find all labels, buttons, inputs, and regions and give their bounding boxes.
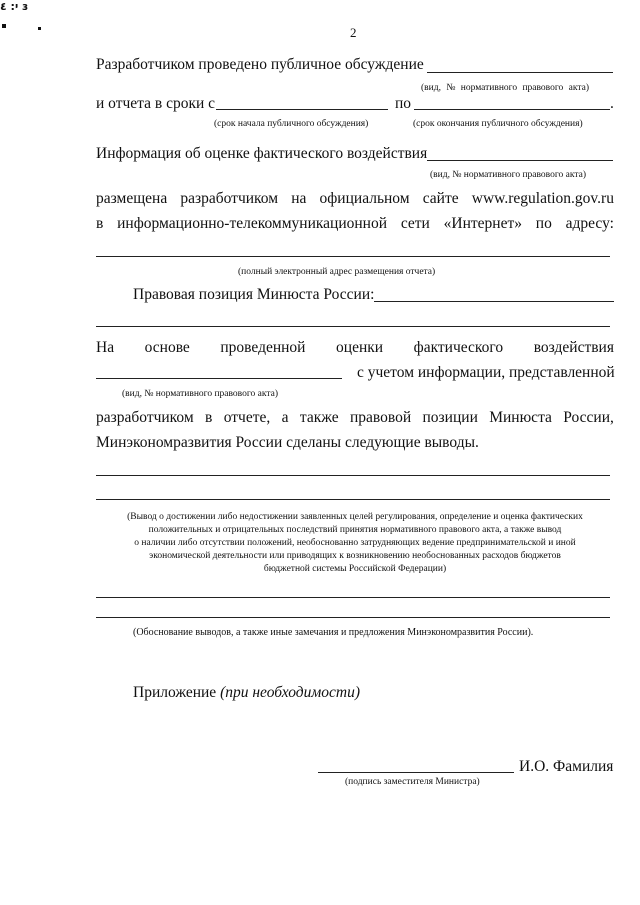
signature-note: (подпись заместителя Министра): [345, 777, 480, 787]
p1-blank-act: [427, 72, 613, 73]
p4-line1: [96, 339, 614, 357]
word: основе: [144, 339, 190, 356]
word: проведенной: [220, 339, 306, 356]
word: адресу:: [565, 215, 614, 232]
conclusion-blank-1: [96, 475, 610, 476]
word: оценки: [336, 339, 384, 356]
p1-blank-end: [414, 109, 610, 110]
word: на: [291, 190, 307, 207]
p2-line1: Информация об оценке фактического воздействия: [96, 145, 428, 162]
conclusion-note: [96, 511, 614, 576]
p4-line2: с учетом информации, представленной: [357, 364, 615, 381]
conclusion-note-line: положительных и отрицательных последствий принятия нормативного правового акта, а также вывод: [148, 525, 562, 535]
justification-note: (Обоснование выводов, а также иные замечания и предложения Минэкономразвития России).: [133, 627, 534, 638]
word: России,: [563, 409, 614, 426]
page-number: 2: [350, 25, 357, 40]
justification-blank-2: [96, 617, 610, 618]
word: отчете,: [223, 409, 271, 426]
conclusion-note-line: (Вывод о достижении либо недостижении заявленных целей регулирования, определение и оценка фактических: [127, 512, 583, 522]
website-link: www.regulation.gov.ru: [471, 190, 614, 207]
p1-note-act: (вид, № нормативного правового акта): [421, 83, 589, 93]
p1-note-start: (срок начала публичного обсуждения): [214, 119, 369, 129]
word: Минюста: [489, 409, 552, 426]
p3-blank-position: [374, 301, 614, 302]
word: по: [535, 215, 552, 232]
word: «Интернет»: [443, 215, 522, 232]
word: разработчиком: [180, 190, 279, 207]
p2-line3: [96, 215, 614, 233]
appendix-label: Приложение: [133, 684, 217, 701]
word: размещена: [96, 190, 168, 207]
p4-line3: [96, 409, 614, 427]
signature-name: И.О. Фамилия: [519, 758, 614, 775]
word: информационно-телекоммуникационной: [117, 215, 388, 232]
word: На: [96, 339, 115, 356]
word: фактического: [413, 339, 504, 356]
appendix: [133, 684, 360, 702]
word: разработчиком: [96, 409, 194, 426]
p1-line2-po: по: [395, 95, 412, 112]
p1-line2-start: и отчета в сроки с: [96, 95, 216, 112]
p3-line1: Правовая позиция Минюста России:: [133, 286, 375, 303]
word: в: [96, 215, 104, 232]
word: правовой: [350, 409, 412, 426]
p1-note-end: (срок окончания публичного обсуждения): [413, 119, 583, 129]
conclusion-note-line: о наличии либо отсутствии положений, необоснованно затрудняющих ведение предпринимательской и иной: [134, 538, 576, 548]
appendix-note: (при необходимости): [220, 684, 361, 701]
scan-dot: [2, 24, 6, 28]
p2-note-act: (вид, № нормативного правового акта): [430, 170, 586, 180]
p2-line2: [96, 190, 614, 208]
p2-blank-address: [96, 256, 610, 257]
scan-dot: [38, 27, 41, 30]
word: также: [299, 409, 339, 426]
conclusion-blank-2: [96, 499, 610, 500]
p1-line1: Разработчиком проведено публичное обсуждение: [96, 56, 424, 73]
p4-blank-act: [96, 378, 342, 379]
word: сети: [400, 215, 430, 232]
p1-blank-start: [216, 109, 388, 110]
scan-marks: י: ٤ ɜ: [0, 0, 29, 13]
p2-blank-act: [427, 160, 613, 161]
word: а: [281, 409, 289, 426]
p1-line2-dot: .: [610, 95, 614, 112]
p4-line4: Минэкономразвития России сделаны следующие выводы.: [96, 434, 479, 451]
word: сайте: [422, 190, 459, 207]
word: в: [205, 409, 213, 426]
signature-line: [318, 772, 514, 773]
justification-blank-1: [96, 597, 610, 598]
word: официальном: [319, 190, 410, 207]
conclusion-note-line: экономической деятельности или приводящих к возникновению необоснованных расходов бюджетов: [149, 551, 561, 561]
p3-blank-position-2: [96, 326, 610, 327]
word: позиции: [422, 409, 478, 426]
conclusion-note-line: бюджетной системы Российской Федерации): [263, 564, 447, 574]
p2-note-address: (полный электронный адрес размещения отчета): [238, 267, 436, 277]
word: воздействия: [533, 339, 614, 356]
p4-note-act: (вид, № нормативного правового акта): [122, 389, 278, 399]
